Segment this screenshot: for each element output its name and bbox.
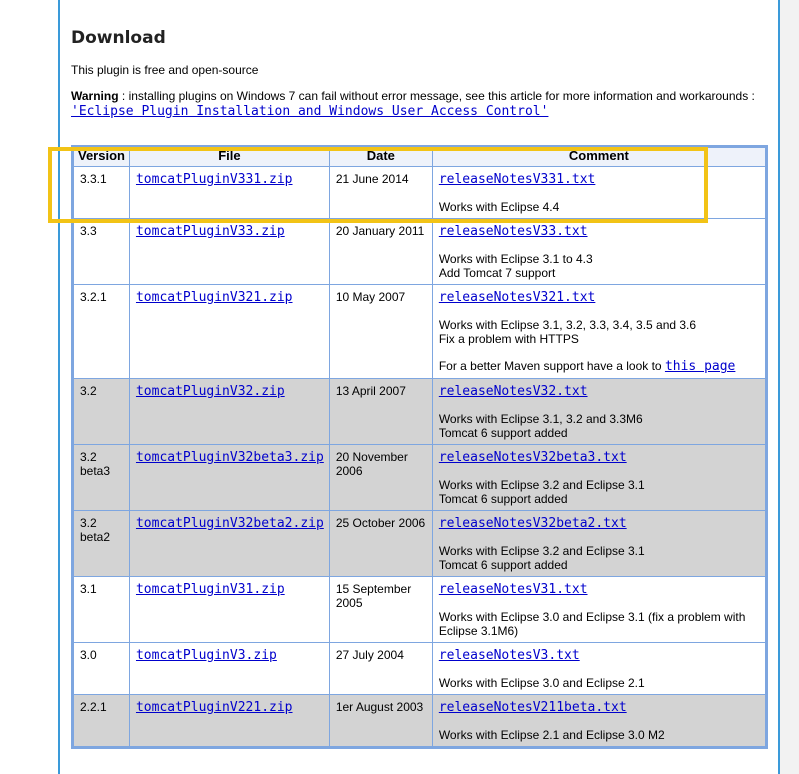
comment-cell — [433, 511, 765, 577]
file-download-link[interactable]: tomcatPluginV321.zip — [135, 290, 293, 305]
maven-note-text: For a better Maven support have a look to — [438, 359, 665, 373]
comment-cell — [433, 167, 765, 219]
comment-text — [439, 478, 760, 506]
comment-cell — [433, 285, 765, 379]
comment-line: Tomcat 6 support added — [438, 558, 568, 572]
file-cell — [130, 285, 330, 379]
comment-line: Tomcat 6 support added — [438, 492, 568, 506]
warning-text: : installing plugins on Windows 7 can fail without error message, see this article for more information and workarounds : — [118, 89, 755, 103]
table-row — [74, 219, 765, 285]
table-row — [74, 643, 765, 695]
date-cell: 13 April 2007 — [330, 379, 433, 445]
date-cell: 20 November 2006 — [330, 445, 433, 511]
comment-line: Tomcat 6 support added — [438, 426, 568, 440]
date-cell: 21 June 2014 — [330, 167, 433, 219]
table-row — [74, 695, 765, 746]
file-cell — [130, 643, 330, 695]
comment-line: Fix a problem with HTTPS — [438, 332, 579, 346]
release-notes-link[interactable]: releaseNotesV331.txt — [438, 172, 596, 187]
file-download-link[interactable]: tomcatPluginV331.zip — [135, 172, 293, 187]
intro-text: This plugin is free and open-source — [71, 63, 259, 77]
header-comment: Comment — [433, 148, 765, 167]
comment-line: Works with Eclipse 3.1, 3.2, 3.3, 3.4, 3.5 and 3.6 — [438, 318, 697, 332]
table-row — [74, 511, 765, 577]
release-notes-link[interactable]: releaseNotesV31.txt — [438, 582, 588, 597]
file-download-link[interactable]: tomcatPluginV32beta2.zip — [135, 516, 324, 531]
comment-cell — [433, 379, 765, 445]
comment-line: Works with Eclipse 3.0 and Eclipse 2.1 — [438, 676, 645, 690]
file-cell — [130, 445, 330, 511]
comment-cell — [433, 643, 765, 695]
release-notes-link[interactable]: releaseNotesV3.txt — [438, 648, 580, 663]
comment-cell — [433, 445, 765, 511]
comment-line: Works with Eclipse 2.1 and Eclipse 3.0 M2 — [438, 728, 665, 742]
version-cell: 3.2 beta3 — [74, 445, 130, 511]
header-date: Date — [330, 148, 433, 167]
file-cell — [130, 219, 330, 285]
release-notes-link[interactable]: releaseNotesV33.txt — [438, 224, 588, 239]
release-notes-link[interactable]: releaseNotesV32beta3.txt — [438, 450, 627, 465]
version-cell: 3.2.1 — [74, 285, 130, 379]
file-cell — [130, 379, 330, 445]
date-cell: 25 October 2006 — [330, 511, 433, 577]
comment-text — [439, 318, 760, 346]
table-row — [74, 445, 765, 511]
file-download-link[interactable]: tomcatPluginV32.zip — [135, 384, 285, 399]
header-file: File — [130, 148, 330, 167]
comment-text — [439, 200, 760, 214]
page-scroll-gutter[interactable] — [780, 0, 799, 774]
comment-cell — [433, 695, 765, 746]
downloads-table — [71, 145, 768, 749]
date-cell: 1er August 2003 — [330, 695, 433, 746]
date-cell: 10 May 2007 — [330, 285, 433, 379]
file-cell — [130, 577, 330, 643]
file-download-link[interactable]: tomcatPluginV3.zip — [135, 648, 277, 663]
date-cell: 27 July 2004 — [330, 643, 433, 695]
file-download-link[interactable]: tomcatPluginV31.zip — [135, 582, 285, 597]
version-cell: 3.3 — [74, 219, 130, 285]
release-notes-link[interactable]: releaseNotesV32.txt — [438, 384, 588, 399]
warning-label: Warning — [71, 89, 119, 103]
header-version: Version — [74, 148, 130, 167]
table-header-row — [74, 148, 765, 167]
comment-text — [439, 610, 760, 638]
warning-message — [71, 89, 755, 103]
date-cell: 15 September 2005 — [330, 577, 433, 643]
maven-note — [439, 359, 760, 374]
file-cell — [130, 167, 330, 219]
file-cell — [130, 511, 330, 577]
comment-line: Works with Eclipse 3.2 and Eclipse 3.1 — [438, 478, 645, 492]
comment-line: Works with Eclipse 3.0 and Eclipse 3.1 (fix a problem with Eclipse 3.1M6) — [438, 610, 746, 638]
page-title: Download — [71, 28, 166, 48]
file-download-link[interactable]: tomcatPluginV32beta3.zip — [135, 450, 324, 465]
comment-cell — [433, 219, 765, 285]
file-download-link[interactable]: tomcatPluginV33.zip — [135, 224, 285, 239]
comment-text — [439, 728, 760, 742]
comment-line: Works with Eclipse 3.1, 3.2 and 3.3M6 — [438, 412, 643, 426]
release-notes-link[interactable]: releaseNotesV321.txt — [438, 290, 596, 305]
maven-page-link[interactable]: this page — [664, 359, 736, 374]
version-cell: 3.2 — [74, 379, 130, 445]
file-cell — [130, 695, 330, 746]
comment-text — [439, 676, 760, 690]
comment-line: Works with Eclipse 3.2 and Eclipse 3.1 — [438, 544, 645, 558]
comment-cell — [433, 577, 765, 643]
comment-line: Works with Eclipse 4.4 — [438, 200, 560, 214]
release-notes-link[interactable]: releaseNotesV32beta2.txt — [438, 516, 627, 531]
table-row — [74, 577, 765, 643]
version-cell: 3.3.1 — [74, 167, 130, 219]
comment-line: Works with Eclipse 3.1 to 4.3 — [438, 252, 593, 266]
comment-text — [439, 544, 760, 572]
release-notes-link[interactable]: releaseNotesV211beta.txt — [438, 700, 627, 715]
version-cell: 3.0 — [74, 643, 130, 695]
table-row — [74, 167, 765, 219]
version-cell: 2.2.1 — [74, 695, 130, 746]
table-row — [74, 285, 765, 379]
date-cell: 20 January 2011 — [330, 219, 433, 285]
comment-text — [439, 252, 760, 280]
table-row — [74, 379, 765, 445]
comment-line: Add Tomcat 7 support — [438, 266, 556, 280]
version-cell: 3.2 beta2 — [74, 511, 130, 577]
comment-text — [439, 412, 760, 440]
version-cell: 3.1 — [74, 577, 130, 643]
frame-border-left — [58, 0, 60, 774]
file-download-link[interactable]: tomcatPluginV221.zip — [135, 700, 293, 715]
article-link[interactable]: 'Eclipse Plugin Installation and Windows User Access Control' — [71, 104, 549, 119]
